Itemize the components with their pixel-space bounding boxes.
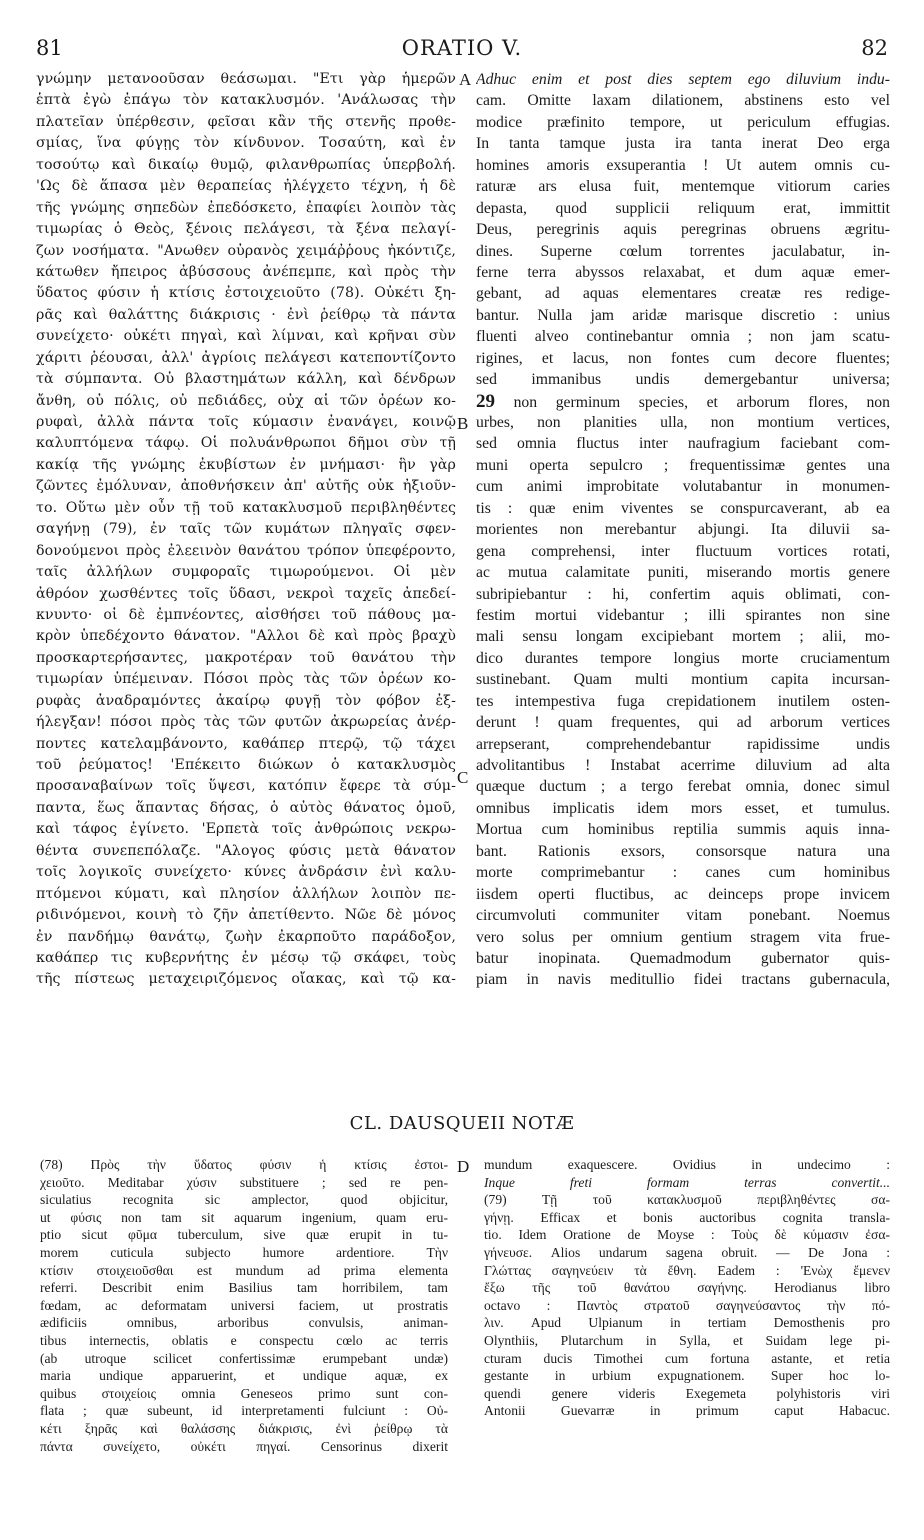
note-line: ædificiis omnibus, arboribus convulsis, animan-	[40, 1315, 448, 1331]
note-line: Inque freti formam terras convertit...	[484, 1174, 890, 1190]
latin-text-line: Mortua cum hominibus reptilia summis aquis inna-	[476, 821, 890, 839]
latin-text-line: muni operta sepulcro ; frequentissimæ gentes una	[476, 456, 890, 474]
greek-text-line: πτόμενοι κύματι, καὶ πλησίον ἀλλήλων λοιπὸν πε-	[36, 885, 456, 902]
greek-text-line: προσαναβαίνων τοῖς ὕψεσι, κατόπιν ἔφερε τὰ σύμ-	[36, 778, 456, 795]
latin-text-line: cam. Omitte laxam dilationem, abstinens esto vel	[476, 92, 890, 110]
note-line: χειοῦτο. Meditabar χύσιν substituere ; sed re pen-	[40, 1174, 448, 1190]
latin-text-line: morientes non merebantur abjungi. Ita diluvii sa-	[476, 521, 890, 539]
greek-text-line: ἄνθη, οὐ πόλις, οὐ πεδιάδες, οὐχ αἱ τῶν ὀρέων κο-	[36, 392, 456, 409]
greek-text-line: σμίας, ἵνα φύγῃς τὸν κίνδυνον. Τοσαύτη, καὶ ἐν	[36, 135, 456, 152]
column-number: 29	[476, 390, 495, 412]
greek-text-line: ζων νοσήματα. "Ανωθεν οὐρανὸς χειμάῤῥους ἠκόντιζε,	[36, 242, 456, 259]
note-line: ptio sicut φῦμα tuberculum, sive quæ erupit in tu-	[40, 1227, 448, 1243]
greek-text-line: τοσούτῳ καὶ δικαίῳ θυμῷ, φιλανθρωπίας ὑπερβολή.	[36, 156, 456, 173]
latin-text-line: ac mutua calamitate puniti, miserando mortis genere	[476, 564, 890, 582]
latin-text-line: subripiebantur : hi, confertim aquis oblimati, con-	[476, 585, 890, 603]
greek-text-line: πλατεῖαν ὑπέρθεσιν, φεῖσαι κἂν τῆς στενῆς προθε-	[36, 113, 456, 130]
latin-text-line: bant. Rationis exsors, consorsque natura una	[476, 842, 890, 860]
notes-left-column	[40, 1156, 448, 1455]
greek-text-column	[36, 69, 456, 991]
greek-text-line: ἑπτὰ ἐγὼ ἐπάγω τὸν κατακλυσμόν. 'Ανάλωσας τὴν	[36, 92, 456, 109]
note-line: γήνῃ. Efficax et bonis auctoribus cognita transla-	[484, 1209, 890, 1225]
note-line: maria undique apparuerint, et undique aquæ, ex	[40, 1368, 448, 1384]
latin-text-line: circumvoluti communiter vitam ponebant. Noemus	[476, 907, 890, 925]
greek-text-line: ρυφὰς ἀναδραμόντες ἀκαίρῳ φυγῇ τὸν φόβον ἐξ-	[36, 692, 456, 709]
greek-text-line: τὰ σύμπαντα. Οὐ βλαστημάτων κάλλη, καὶ δένδρων	[36, 371, 456, 388]
note-line: octavo : Παντὸς στρατοῦ σαγηνεύσαντος τὴν πό-	[484, 1297, 890, 1313]
latin-text-line: batur inopinata. Quemadmodum gubernator quis-	[476, 949, 890, 967]
latin-text-line: bantur. Nulla jam aridæ marisque discretio : unius	[476, 306, 890, 324]
latin-text-line: omnibus implicatis idem mors esset, et tumulus.	[476, 799, 890, 817]
running-title: ORATIO V.	[401, 36, 523, 60]
page-number-right: 82	[861, 36, 888, 60]
greek-text-line: ὕδατος φύσιν ἡ κτίσις ἐστοιχειοῦτο (78). Οὐκέτι ξη-	[36, 285, 456, 302]
latin-text-line: derunt ! quam frequentes, qui ad arborum vertices	[476, 714, 890, 732]
greek-text-line: σαγήνῃ (79), ἐν ταῖς τῶν κυμάτων πληγαῖς σφεν-	[36, 521, 456, 538]
note-line: quendi genere videris Exegemeta polyhistoris viri	[484, 1385, 890, 1401]
greek-text-line: δονούμενοι πρὸς ἐλεεινὸν θανάτου τρόπον ὑπεφέροντο,	[36, 542, 456, 559]
greek-text-line: καλυπτόμενα τάφῳ. Οἱ πολυάνθρωποι δῆμοι σὺν τῇ	[36, 435, 456, 452]
note-line: siculatius recognita sic amplector, quod objicitur,	[40, 1192, 448, 1208]
greek-text-line: θέντα συνεπεπόλαζε. "Αλογος φύσις μετὰ θάνατον	[36, 842, 456, 859]
greek-text-line: κάτωθεν ἤπειρος ἀβύσσους ἀνέπεμπε, καὶ πρὸς τὴν	[36, 263, 456, 280]
note-line: mundum exaquescere. Ovidius in undecimo :	[484, 1157, 890, 1172]
note-line: Antonii Guevarræ in primum caput Habacuc.	[484, 1403, 890, 1419]
greek-text-line: ἐν πανδήμῳ θανάτῳ, ζωὴν ἐκαρποῦτο παράδοξον,	[36, 928, 456, 945]
notes-section-title: CL. DAUSQUEII NOTÆ	[349, 1113, 575, 1134]
greek-text-line: ρᾶς καὶ θαλάττης διάκρισις · ἐνὶ ῥείθρῳ τὰ πάντα	[36, 306, 456, 323]
latin-text-line: sustinebant. Quam multi montium capita incursan-	[476, 671, 890, 689]
latin-text-line: gena comprehensi, inter fluctuum vortices rotati,	[476, 542, 890, 560]
latin-text-line: morte comprimebantur : canes cum hominibus	[476, 864, 890, 882]
latin-text-line: urbes, non planities ulla, non montium vertices,	[476, 414, 890, 431]
note-line: (79) Τῇ τοῦ κατακλυσμοῦ περιβληθέντες σα-	[484, 1192, 890, 1208]
note-line: Olynthiis, Plutarchum in Sylla, et Suidam lege pi-	[484, 1332, 890, 1348]
latin-text-line: sed omnia fluctus inter naufragium faciebant com-	[476, 435, 890, 453]
latin-text-line: festim mortui videbantur ; illi spirantes non sine	[476, 606, 890, 624]
note-line: cturam ducis Timothei cum fortuna astante, et retia	[484, 1350, 890, 1366]
greek-text-line: καὶ τάφος ἐγίνετο. 'Ερπετὰ τοῖς ἀνθρώποις νεκρω-	[36, 821, 456, 838]
page-header	[36, 36, 888, 66]
note-line: ut φύσις non tam sit aquarum ingenium, quam eru-	[40, 1209, 448, 1225]
note-line: Γλώττας σαγηνεύειν τὰ ἔθνη. Eadem : 'Ενὼχ ἔμενεν	[484, 1262, 890, 1278]
latin-text-line: Deus, peregrinis aquis peregrinas obruens ægritu-	[476, 221, 890, 239]
margin-marker-a: A	[459, 70, 472, 89]
margin-marker-d: D	[457, 1157, 470, 1176]
greek-text-line: ριδινόμενοι, κοινὴ τὸ ζῆν ἀπετίθεντο. Νῶε δὲ μόνος	[36, 907, 456, 924]
latin-text-line: iisdem operti fluctibus, ac deinceps prope invicem	[476, 885, 890, 903]
latin-text-line: vero solus per omnium gentium stragem vita frue-	[476, 928, 890, 946]
greek-text-line: τῆς πίστεως μεταχειριζόμενος οἴακας, καὶ τῷ κα-	[36, 971, 456, 988]
latin-text-column	[476, 69, 890, 991]
greek-text-line: συνείχετο· οὐκέτι πηγαὶ, καὶ λίμναι, καὶ κρῆναι σὺν	[36, 328, 456, 345]
greek-text-line: ἀθρόον χωσθέντες τοῖς ὕδασι, νεκροὶ ταχεῖς ἀπεδεί-	[36, 585, 456, 602]
note-line: κέτι ξηρᾶς καὶ θαλάσσης διάκρισις, ἐνὶ ῥείθρῳ τὰ	[40, 1420, 448, 1436]
greek-text-line: τιμωρίας ὁ Θεὸς, ξένοις πελάγεσι, τὰ ξένα πελαγί-	[36, 221, 456, 238]
margin-marker-b: B	[457, 414, 469, 433]
note-line: (78) Πρὸς τὴν ὕδατος φύσιν ἡ κτίσις ἐστοι-	[40, 1157, 448, 1172]
note-line: λιν. Apud Ulpianum in tertiam Demosthenis pro	[484, 1315, 890, 1331]
greek-text-line: τοῦ ῥεύματος! 'Επέκειτο διώκων ὁ κατακλυσμὸς	[36, 757, 456, 773]
latin-text-line: tis : quæ enim viventes se conspurcaverant, ab ea	[476, 499, 890, 517]
page-number-left: 81	[36, 36, 63, 60]
latin-text-line: homines amoris exsuperantia ! Ut autem omnis cu-	[476, 156, 890, 174]
note-line: quibus στοιχείοις omnia Geneseos primo sunt con-	[40, 1385, 448, 1401]
greek-text-line: ήλεγξαν! πόσοι πρὸς τὰς τῶν φυτῶν ἀκρωρείας ἀνέρ-	[36, 714, 456, 731]
greek-text-line: κρὸν ὑπεδέχοντο θάνατον. "Αλλοι δὲ καὶ πρὸς βραχὺ	[36, 628, 456, 645]
greek-text-line: τῆς γνώμης σηπεδὼν ἐπεδόσκετο, ἐπαφίει λοιπὸν τὰς	[36, 199, 456, 216]
latin-text-line: fluenti alveo continebantur omnia ; non jam scatu-	[476, 328, 890, 346]
latin-text-line: gebant, ad aquas elementares creatæ res redige-	[476, 285, 890, 303]
greek-text-line: ταῖς ἀλλήλων συμφοραῖς τιμωρούμενοι. Οἱ μὲν	[36, 564, 456, 581]
note-line: morem cuticula subjecto humore ardentiore. Τὴν	[40, 1244, 448, 1260]
latin-text-line: 29 non germinum species, et arborum flores, non	[476, 390, 890, 412]
note-line: fœdam, ac deformatam universi faciem, ut prostratis	[40, 1297, 448, 1313]
greek-text-line: προσκαρτερήσαντες, μακροτέραν τοῦ θανάτου τὴν	[36, 649, 456, 666]
latin-text-line: raturæ ars elusa fuit, mentemque vitiorum caries	[476, 178, 890, 196]
margin-marker-c: C	[457, 768, 469, 787]
latin-text-line: arrepserant, comprehendebantur rapidissime undis	[476, 735, 890, 753]
note-line: gestante in urbium expugnationem. Super hoc lo-	[484, 1368, 890, 1384]
note-line: tio. Idem Oratione de Moyse : Τοὺς δὲ κύμασιν ἐσα-	[484, 1227, 890, 1243]
latin-text-line: modice præfinito tempore, ut periculum effugias.	[476, 113, 890, 131]
greek-text-line: κακίᾳ τῆς γνώμης ἐκυβίστων ἐν μνήμασι· ἣν γὰρ	[36, 456, 456, 473]
latin-text-line: dico durantes tempore longius morte cruciamentum	[476, 649, 890, 667]
greek-text-line: καθάπερ τις κυβερνήτης ἐν μέσῳ τῷ σκάφει, τοὺς	[36, 949, 456, 966]
greek-text-line: τοῖς λογικοῖς συνείχετο· κύνες ἀνδράσιν ἐνὶ καλυ-	[36, 864, 456, 881]
note-line: γήνευσε. Alios undarum sagena obruit. — De Jona :	[484, 1244, 890, 1260]
latin-text-line: cum animi improbitate volutabantur in monumen-	[476, 478, 890, 496]
note-line: tibus internectis, oblatis e conspectu cœlo ac terris	[40, 1332, 448, 1348]
latin-text-line: piam in navis meditullio fidei tractans gubernacula,	[476, 971, 890, 989]
latin-text-line: Adhuc enim et post dies septem ego diluvium indu-	[476, 71, 890, 88]
greek-text-line: γνώμην μετανοοῦσαν θεάσωμαι. "Ετι γὰρ ἡμερῶν	[36, 71, 456, 87]
greek-text-line: χάριτι ῥέουσαι, ἀλλ' ἀγρίοις πελάγεσι κατεποντίζοντο	[36, 349, 456, 366]
note-line: ἔξω τῆς τοῦ θανάτου σαγήνης. Herodianus libro	[484, 1280, 890, 1296]
latin-text-line: sed immanibus undis demergebantur universa;	[476, 371, 890, 389]
notes-right-column	[484, 1156, 890, 1420]
latin-text-line: mali sensu longam excipiebant mortem ; alii, mo-	[476, 628, 890, 646]
greek-text-line: ποντες κατελαμβάνοντο, καθάπερ πτερῷ, τῷ τάχει	[36, 735, 456, 752]
greek-text-line: 'Ως δὲ ἅπασα μὲν θεραπείας ἠλέγχετο τέχνη, ἡ δὲ	[36, 178, 456, 195]
latin-text-line: tes intempestiva fuga crepidationem inutilem osten-	[476, 692, 890, 710]
latin-text-line: ferne terra abyssos relaxabat, et dum aquæ emer-	[476, 263, 890, 281]
greek-text-line: ζῶντες ἐμόλυναν, ἀποθνήσκειν ἀπ' αὐτῆς οὐκ ἠξιοῦν-	[36, 478, 456, 495]
latin-text-line: advolitantibus ! Instabat acerrime diluvium ad alta	[476, 757, 890, 774]
latin-text-line: dines. Superne cœlum torrentes jaculabatur, in-	[476, 242, 890, 260]
greek-text-line: κνυντο· οἱ δὲ ἐμπνέοντες, αἰσθήσει τοῦ πάθους μα-	[36, 606, 456, 623]
latin-text-line: In tanta tamque justa ira tanta inerat Deo erga	[476, 135, 890, 153]
greek-text-line: ρυφαὶ, ἀλλὰ πάντα τοῖς κύμασιν ἐνανάγει, κοινῷ	[36, 414, 456, 430]
note-line: κτίσιν στοιχειοῦσθαι est mundum ad prima elementa	[40, 1262, 448, 1278]
latin-text-line: rigines, et lacus, non fontes cum decore fluentes;	[476, 349, 890, 367]
greek-text-line: παντα, ἕως ἅπαντας δήσας, ὁ αὐτὸς θάνατος ὁμοῦ,	[36, 799, 456, 816]
note-line: πάντα συνείχετο, οὐκέτι πηγαί. Censorinus dixerit	[40, 1438, 448, 1454]
greek-text-line: τιμωρίαν ὑπέμειναν. Πόσοι πρὸς τὰς τῶν ὀρέων κο-	[36, 671, 456, 688]
note-line: referri. Describit enim Basilius tam horribilem, tam	[40, 1280, 448, 1296]
greek-text-line: το. Οὕτω μὲν οὖν τῇ τοῦ κατακλυσμοῦ περιβληθέντες	[36, 499, 456, 516]
note-line: (ab utroque scilicet confertissimæ erumpebant undæ)	[40, 1350, 448, 1366]
latin-text-line: depasta, quod supplicii reliquum erat, immittit	[476, 199, 890, 217]
note-line: flata ; quæ subeunt, id interpretamenti fulciunt : Οὐ-	[40, 1403, 448, 1419]
latin-text-line: quæque ductum ; a tergo ferebat omnia, donec simul	[476, 778, 890, 796]
